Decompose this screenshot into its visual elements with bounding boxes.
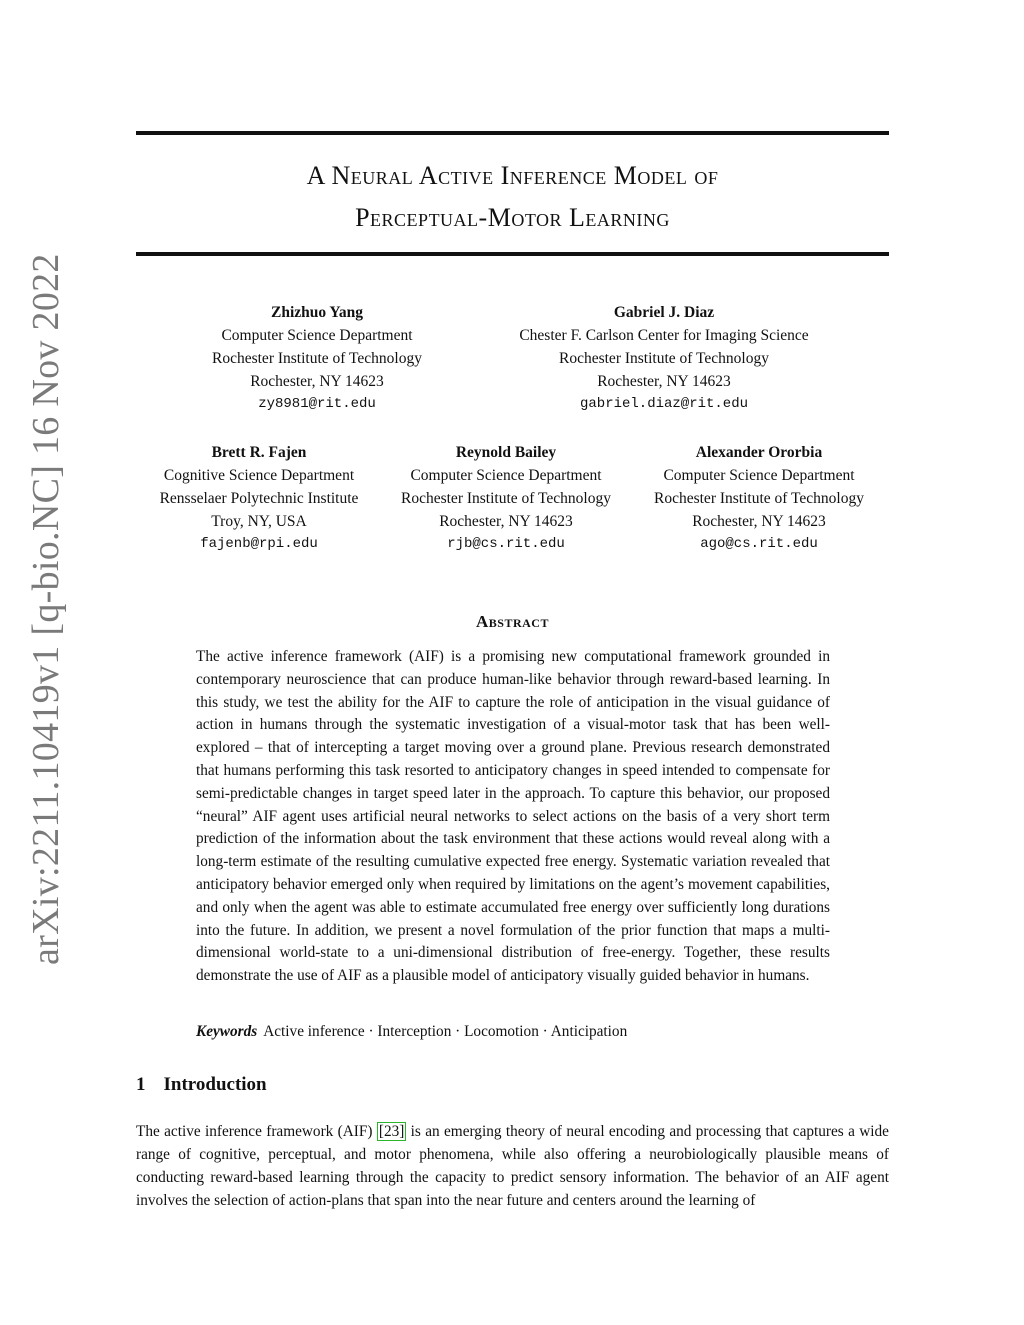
- author-name: Brett R. Fajen: [211, 444, 307, 461]
- keywords-line: [196, 1023, 830, 1041]
- author-block: [638, 441, 880, 556]
- author-department: Computer Science Department: [410, 467, 602, 484]
- author-block: [177, 301, 457, 416]
- author-department: Cognitive Science Department: [163, 467, 355, 484]
- author-name: Zhizhuo Yang: [270, 304, 364, 321]
- title-top-rule: [136, 131, 889, 135]
- title-bottom-rule: [136, 252, 889, 256]
- author-email[interactable]: ago@cs.rit.edu: [700, 536, 818, 552]
- intro-paragraph: [136, 1120, 889, 1212]
- author-block: [139, 441, 379, 556]
- author-location: Rochester, NY 14623: [250, 373, 384, 390]
- author-department: Chester F. Carlson Center for Imaging Science: [519, 327, 809, 344]
- keywords-label: Keywords: [196, 1023, 258, 1040]
- author-name: Alexander Ororbia: [695, 444, 823, 461]
- abstract-body: The active inference framework (AIF) is a promising new computational framework grounded in contemporary neuroscience that can produce human-like behavior through reward-based learning. In this study, we test the ability for the AIF to capture the role of anticipation in the visual guidance of action in humans through the systematic investigation of a visual-motor task that has been well-explored – that of intercepting a target moving over a ground plane. Previous research demonstrated that humans performing this task resorted to anticipatory changes in speed intended to compensate for semi-predictable changes in target speed later in the approach. To capture this behavior, our proposed “neural” AIF agent uses artificial neural networks to select actions on the basis of a very short term prediction of the information about the task environment that these actions would reveal along with a long-term estimate of the resulting cumulative expected free energy. Systematic variation revealed that anticipatory behavior emerged only when required by limitations on the agent’s movement capabilities, and only when the agent was able to estimate accumulated free energy over sufficiently long durations into the future. In addition, we present a novel formulation of the prior function that maps a multi-dimensional world-state to a uni-dimensional distribution of free-energy. Together, these results demonstrate the use of AIF as a plausible model of anticipatory visually guided behavior in humans.: [196, 648, 830, 985]
- author-location: Rochester, NY 14623: [692, 513, 826, 530]
- author-name: Reynold Bailey: [455, 444, 557, 461]
- arxiv-identifier-stamp: arXiv:2211.10419v1 [q-bio.NC] 16 Nov 2022: [25, 253, 67, 965]
- section-number: 1: [136, 1074, 146, 1095]
- author-email[interactable]: gabriel.diaz@rit.edu: [579, 396, 749, 412]
- author-institution: Rochester Institute of Technology: [654, 490, 864, 507]
- author-name: Gabriel J. Diaz: [613, 304, 715, 321]
- author-institution: Rensselaer Polytechnic Institute: [159, 490, 359, 507]
- paper-title-line-1: A Neural Active Inference Model of: [306, 161, 719, 190]
- author-block: [494, 301, 834, 416]
- section-heading: [136, 1074, 267, 1096]
- author-email[interactable]: rjb@cs.rit.edu: [447, 536, 565, 552]
- author-institution: Rochester Institute of Technology: [401, 490, 611, 507]
- intro-text-continued: is an emerging theory of neural encoding and processing that captures a wide range of cognitive, perceptual, and motor phenomena, while also offering a neurobiologically plausible means of conducting reward-based learning through the capacity to predict sensory information. The behavior of an AIF agent involves the selection of action-plans that span into the near future and centers around the learning of: [136, 1123, 889, 1209]
- author-department: Computer Science Department: [221, 327, 413, 344]
- author-email[interactable]: fajenb@rpi.edu: [200, 536, 318, 552]
- abstract-heading: Abstract: [476, 612, 549, 631]
- author-location: Rochester, NY 14623: [597, 373, 731, 390]
- author-department: Computer Science Department: [663, 467, 855, 484]
- paper-title-line-2: Perceptual-Motor Learning: [355, 203, 670, 232]
- section-title: Introduction: [163, 1074, 267, 1095]
- author-location: Rochester, NY 14623: [439, 513, 573, 530]
- author-institution: Rochester Institute of Technology: [559, 350, 769, 367]
- author-block: [386, 441, 626, 556]
- keywords-list: Active inference · Interception · Locomotion · Anticipation: [263, 1023, 628, 1040]
- intro-text-start: The active inference framework (AIF): [136, 1123, 377, 1140]
- author-institution: Rochester Institute of Technology: [212, 350, 422, 367]
- author-location: Troy, NY, USA: [211, 513, 307, 530]
- author-email[interactable]: zy8981@rit.edu: [258, 396, 376, 412]
- citation-link[interactable]: [23]: [378, 1123, 405, 1140]
